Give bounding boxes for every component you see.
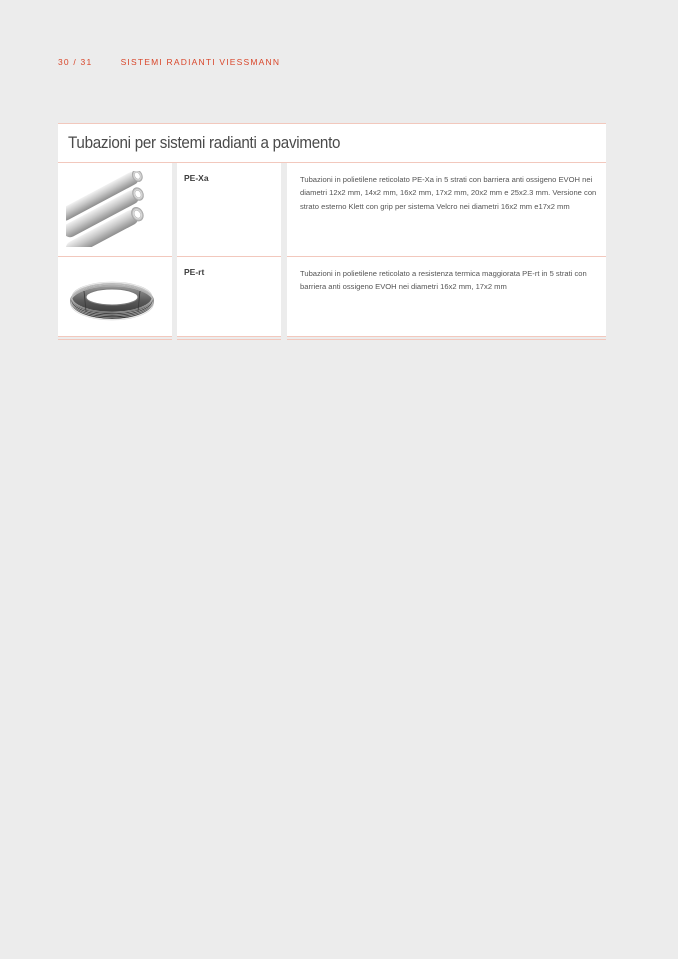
product-description-cell — [287, 257, 606, 337]
rule-segment — [58, 339, 172, 340]
product-name-cell — [177, 163, 281, 257]
table-title: Tubazioni per sistemi radianti a pavimento — [68, 134, 341, 152]
rule-segment — [287, 339, 606, 340]
product-name: PE-Xa — [184, 173, 209, 183]
rule-segment — [177, 339, 281, 340]
table-bottom-rule — [58, 339, 606, 340]
product-image-cell — [58, 257, 172, 337]
product-image-cell — [58, 163, 172, 257]
product-description: Tubazioni in polietilene reticolato a resistenza termica maggiorata PE-rt in 5 strati con barriera anti ossigeno EVOH nei diametri 16x2 mm, 17x2 mm — [300, 269, 587, 292]
pipe-coil-icon — [66, 267, 158, 327]
table-title-band — [58, 123, 606, 163]
page-header — [58, 57, 280, 67]
section-title: SISTEMI RADIANTI VIESSMANN — [120, 57, 281, 67]
product-name-cell — [177, 257, 281, 337]
product-description: Tubazioni in polietilene reticolato PE-Xa in 5 strati con barriera anti ossigeno EVOH nei diametri 12x2 mm, 14x2 mm, 16x2 mm, 17x2 mm, 20x2 mm e 25x2.3 mm. Versione con strato esterno Klett con grip per sistema Velcro nei diametri 16x2 mm e17x2 mm — [300, 175, 597, 211]
table-row — [58, 257, 606, 337]
page-numbers: 30 / 31 — [58, 57, 93, 67]
product-table — [58, 123, 606, 341]
table-row — [58, 163, 606, 257]
product-description-cell — [287, 163, 606, 257]
pipe-segments-icon — [66, 171, 158, 247]
product-name: PE-rt — [184, 267, 205, 277]
